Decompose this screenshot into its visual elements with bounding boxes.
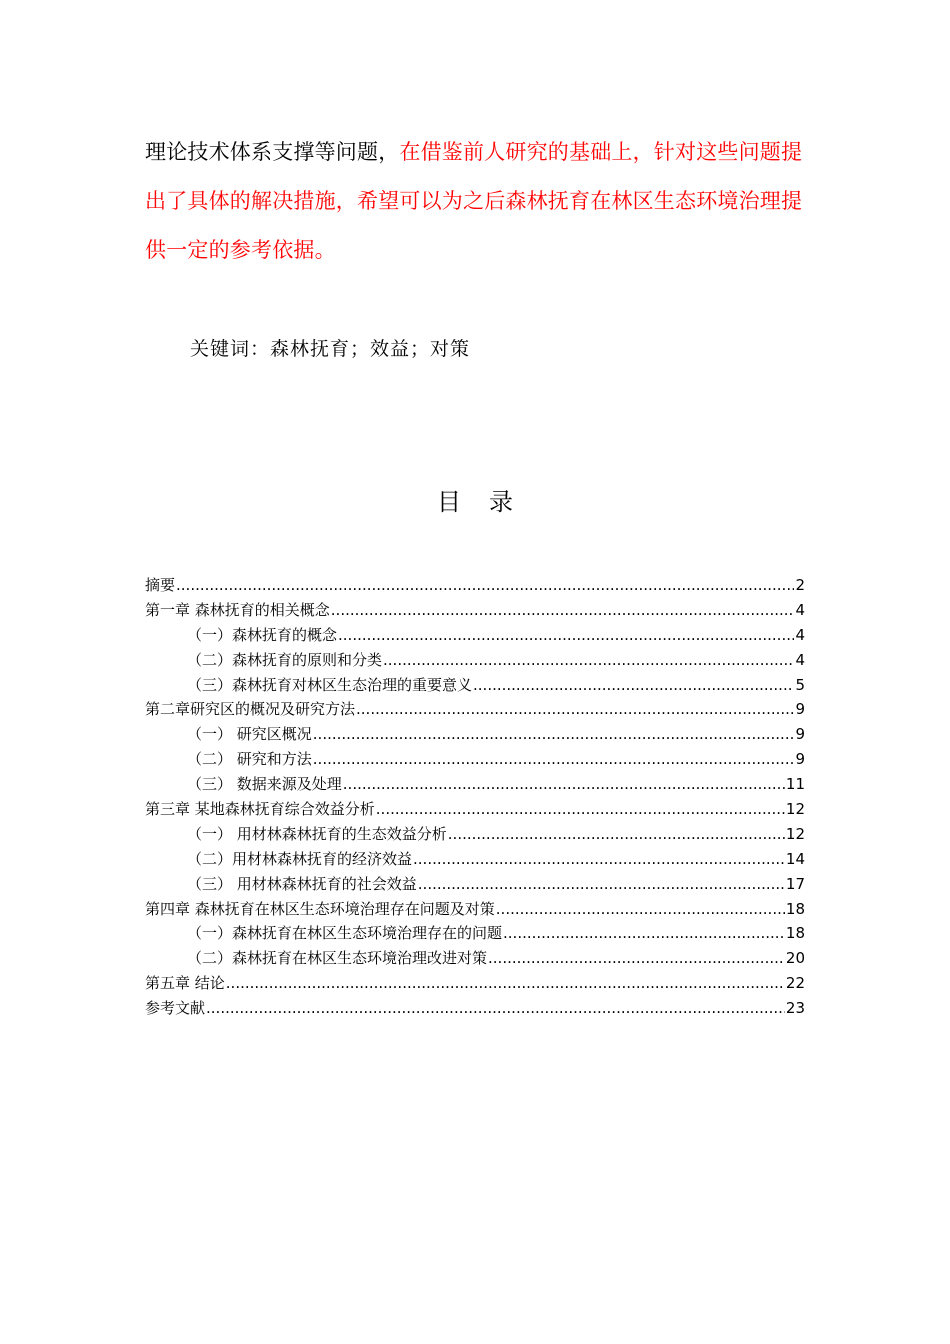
toc-entry-page-number: 9	[795, 750, 805, 769]
toc-entry[interactable]	[145, 648, 805, 673]
toc-dot-leader	[331, 598, 795, 623]
toc-entry-page-number: 2	[795, 576, 805, 594]
toc-entry-page-number: 18	[785, 924, 805, 943]
toc-dot-leader	[356, 697, 794, 722]
toc-entry-page-number: 22	[785, 974, 805, 993]
toc-entry[interactable]	[145, 598, 805, 623]
toc-entry[interactable]	[145, 772, 805, 797]
toc-entry-title: （一）森林抚育的概念	[187, 625, 338, 644]
toc-entry-title: （一）森林抚育在林区生态环境治理存在的问题	[187, 924, 503, 943]
abstract-paragraph	[145, 128, 807, 275]
toc-entry[interactable]	[145, 673, 805, 698]
toc-entry[interactable]	[145, 697, 805, 722]
toc-entry[interactable]	[145, 996, 805, 1021]
toc-entry-title: （二） 研究和方法	[187, 750, 312, 769]
toc-entry-page-number: 20	[785, 949, 805, 968]
toc-entry-page-number: 17	[785, 874, 805, 893]
toc-dot-leader	[418, 872, 785, 897]
abstract-red-text: 在借鉴前人研究的基础上，针对这些问题提出了具体的解决措施，希望可以为之后森林抚育在林区生态环境治理提供一定的参考依据。	[145, 140, 803, 262]
toc-entry-page-number: 18	[785, 899, 805, 918]
toc-entry-title: （三） 数据来源及处理	[187, 775, 342, 794]
toc-dot-leader	[313, 747, 795, 772]
toc-entry[interactable]	[145, 722, 805, 747]
toc-entry-title: 第四章 森林抚育在林区生态环境治理存在问题及对策	[145, 899, 495, 918]
toc-dot-leader	[413, 847, 785, 872]
toc-entry[interactable]	[145, 747, 805, 772]
toc-entry-title: （二）森林抚育的原则和分类	[187, 650, 383, 669]
toc-entry-page-number: 23	[785, 999, 805, 1018]
toc-entry-page-number: 4	[795, 625, 805, 644]
toc-dot-leader	[383, 648, 794, 673]
toc-dot-leader	[448, 822, 785, 847]
toc-entry-title: （二）用材林森林抚育的经济效益	[187, 849, 413, 868]
toc-entry-page-number: 12	[785, 824, 805, 843]
toc-entry[interactable]	[145, 573, 805, 598]
toc-entry-page-number: 11	[785, 775, 805, 794]
toc-dot-leader	[176, 573, 794, 598]
toc-entry-title: 第一章 森林抚育的相关概念	[145, 600, 330, 619]
toc-entry-title: （三）森林抚育对林区生态治理的重要意义	[187, 675, 473, 694]
toc-entry-page-number: 9	[795, 700, 805, 719]
toc-entry-page-number: 12	[785, 800, 805, 819]
toc-entry-page-number: 4	[795, 600, 805, 619]
table-of-contents	[145, 573, 805, 1021]
toc-entry-title: 第三章 某地森林抚育综合效益分析	[145, 800, 375, 819]
toc-dot-leader	[376, 797, 785, 822]
toc-entry[interactable]	[145, 921, 805, 946]
toc-dot-leader	[226, 971, 785, 996]
toc-dot-leader	[338, 623, 794, 648]
toc-entry-title: 摘要	[145, 576, 176, 594]
toc-dot-leader	[206, 996, 785, 1021]
toc-entry-title: 参考文献	[145, 999, 206, 1018]
toc-entry-title: （一） 用材林森林抚育的生态效益分析	[187, 824, 447, 843]
toc-dot-leader	[503, 921, 785, 946]
keywords-line: 关键词：森林抚育；效益；对策	[190, 338, 471, 360]
toc-entry-title: （一） 研究区概况	[187, 725, 312, 744]
toc-dot-leader	[473, 673, 794, 698]
toc-dot-leader	[496, 897, 785, 922]
toc-entry[interactable]	[145, 797, 805, 822]
toc-dot-leader	[488, 946, 785, 971]
toc-title: 目录	[437, 488, 541, 516]
toc-entry-title: （三） 用材林森林抚育的社会效益	[187, 874, 417, 893]
toc-dot-leader	[343, 772, 785, 797]
toc-entry-page-number: 5	[795, 675, 805, 694]
toc-entry-page-number: 4	[795, 650, 805, 669]
toc-entry[interactable]	[145, 946, 805, 971]
toc-entry[interactable]	[145, 971, 805, 996]
toc-entry-title: 第五章 结论	[145, 974, 225, 993]
toc-dot-leader	[313, 722, 795, 747]
toc-entry-page-number: 14	[785, 849, 805, 868]
toc-entry[interactable]	[145, 623, 805, 648]
toc-entry[interactable]	[145, 847, 805, 872]
abstract-black-text: 理论技术体系支撑等问题，	[145, 140, 400, 164]
toc-entry[interactable]	[145, 822, 805, 847]
toc-entry-title: （二）森林抚育在林区生态环境治理改进对策	[187, 949, 488, 968]
toc-entry-title: 第二章研究区的概况及研究方法	[145, 700, 356, 719]
toc-entry[interactable]	[145, 872, 805, 897]
toc-entry[interactable]	[145, 897, 805, 922]
toc-entry-page-number: 9	[795, 725, 805, 744]
